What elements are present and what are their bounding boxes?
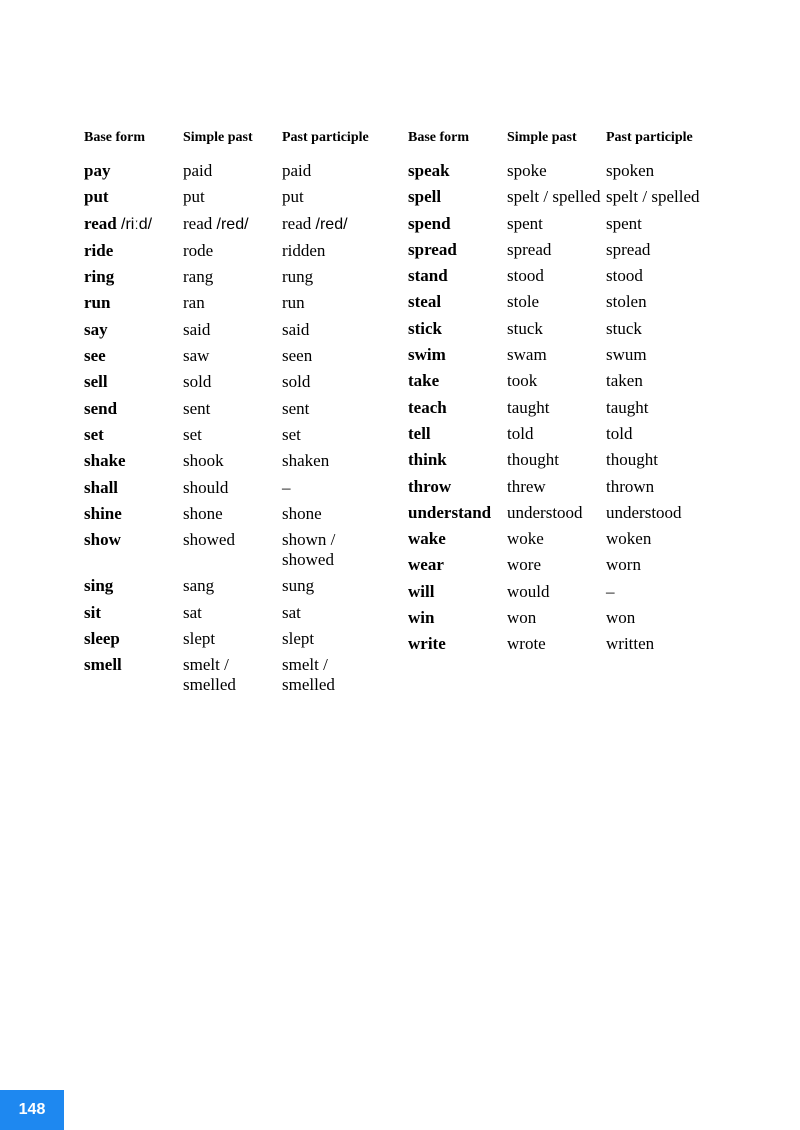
verb-base-form [408,161,507,181]
verb-simple-past-text: sent [183,398,211,418]
verb-base-form-text: sing [84,576,114,596]
verb-simple-past [507,292,606,312]
verb-base-form-text: ride [84,240,114,260]
verb-row [408,582,706,602]
verb-base-form-text: read [84,213,117,233]
verb-simple-past-text: sat [183,602,202,622]
verb-simple-past [507,608,606,628]
verb-base-form-text: think [408,450,447,470]
verb-simple-past [507,477,606,497]
header-past-participle: Past participle [282,130,369,145]
verb-base-form-text: shake [84,451,126,471]
verb-simple-past [507,371,606,391]
verb-simple-past [183,372,282,392]
verb-base-form [84,655,183,695]
right-table-header [408,128,706,147]
verb-row [84,603,382,623]
verb-simple-past-text: rang [183,267,214,287]
verb-base-form [408,345,507,365]
verb-past-participle-text: stuck [606,318,642,338]
verb-base-form [408,477,507,497]
verb-row [84,530,382,570]
verb-past-participle [282,629,382,649]
verb-past-participle-text: told [606,423,633,443]
verb-base-form [84,214,183,235]
verb-simple-past [183,267,282,287]
verb-row [408,424,706,444]
verb-past-participle-text: thought [606,450,658,470]
verb-simple-past [183,293,282,313]
verb-row [408,634,706,654]
verb-simple-past [183,629,282,649]
verb-row [408,477,706,497]
verb-base-form-text: shall [84,477,119,497]
verb-base-form [408,608,507,628]
verb-base-form [408,582,507,602]
right-table-body [408,161,706,654]
verb-base-form-text: smell [84,655,122,675]
verb-simple-past [507,634,606,654]
verb-past-participle-text: swum [606,345,647,365]
verb-simple-past-text: told [507,423,534,443]
verb-base-form-text: teach [408,397,447,417]
verb-simple-past [183,576,282,596]
verb-past-participle-text: put [282,187,304,207]
verb-base-form [84,161,183,181]
verb-base-form-text: stick [408,318,442,338]
header-simple-past: Simple past [507,130,577,145]
verb-row [84,214,382,235]
verb-past-participle [282,346,382,366]
verb-past-participle [606,503,706,523]
verb-base-form [84,629,183,649]
verb-base-form-text: shine [84,503,122,523]
verb-simple-past [183,451,282,471]
verb-base-form [408,214,507,234]
verb-past-participle [282,478,382,498]
verb-simple-past-text: slept [183,629,216,649]
verb-base-form-text: will [408,581,435,601]
verb-row [84,504,382,524]
verb-past-participle [606,529,706,549]
verb-simple-past [183,478,282,498]
verb-base-form [408,503,507,523]
verb-past-participle [282,576,382,596]
verb-past-participle [282,530,382,570]
verb-simple-past [507,555,606,575]
verb-simple-past [183,214,282,235]
pronunciation: /red/ [216,215,249,233]
verb-base-form [84,293,183,313]
verb-row [408,292,706,312]
verb-past-participle [606,555,706,575]
verb-base-form [84,346,183,366]
verb-simple-past [183,161,282,181]
verb-row [408,371,706,391]
verb-past-participle-text: slept [282,629,315,649]
verb-base-form [84,576,183,596]
verb-past-participle [282,603,382,623]
verb-simple-past-text: said [183,319,211,339]
verb-simple-past-text: thought [507,450,559,470]
page-number: 148 [18,1101,46,1118]
verb-simple-past-text: swam [507,345,547,365]
page-number-tab [0,1090,64,1130]
verb-past-participle [606,477,706,497]
verb-base-form [84,530,183,570]
verb-past-participle-text: spread [606,239,651,259]
verb-row [408,608,706,628]
verb-past-participle [606,319,706,339]
verb-base-form-text: take [408,371,440,391]
verb-simple-past [507,187,606,207]
verb-simple-past-text: stuck [507,318,543,338]
verb-simple-past [183,346,282,366]
verb-simple-past-text: should [183,477,229,497]
verb-simple-past-text: put [183,187,205,207]
verb-past-participle [606,214,706,234]
verb-past-participle-text: spelt / spelled [606,187,700,207]
verb-base-form-text: say [84,319,108,339]
verb-base-form [408,187,507,207]
verb-past-participle-text: shone [282,503,322,523]
verb-past-participle [606,424,706,444]
verb-base-form-text: send [84,398,118,418]
verb-simple-past-text: spelt / spelled [507,187,601,207]
verb-past-participle-text: shown / showed [282,530,336,570]
verb-row [84,372,382,392]
verb-past-participle [606,398,706,418]
verb-past-participle-text: shaken [282,451,330,471]
verb-base-form [84,451,183,471]
verb-base-form [84,267,183,287]
verb-past-participle [606,187,706,207]
pronunciation: /red/ [315,215,348,233]
verb-base-form [408,529,507,549]
verb-base-form [408,634,507,654]
verb-base-form [408,450,507,470]
verb-past-participle [606,371,706,391]
verb-base-form-text: put [84,187,109,207]
verb-simple-past [507,450,606,470]
verb-base-form-text: swim [408,345,446,365]
verb-simple-past-text: showed [183,530,235,550]
verb-past-participle [606,582,706,602]
verb-simple-past [507,319,606,339]
verb-row [408,529,706,549]
right-verb-table [408,128,706,661]
verb-base-form-text: sleep [84,629,120,649]
verb-simple-past-text: threw [507,476,546,496]
verb-base-form-text: pay [84,161,111,180]
verb-simple-past-text: shook [183,451,224,471]
verb-past-participle-text: read [282,213,312,233]
verb-base-form [84,320,183,340]
verb-row [408,345,706,365]
verb-row [84,293,382,313]
verb-past-participle [606,345,706,365]
verb-past-participle-text: written [606,634,655,654]
verb-base-form-text: stand [408,266,448,286]
verb-simple-past-text: set [183,424,202,444]
verb-simple-past [507,161,606,181]
verb-simple-past-text: stood [507,266,544,286]
verb-base-form-text: sit [84,602,101,622]
verb-base-form-text: wear [408,555,444,575]
verb-simple-past [183,320,282,340]
verb-base-form [408,292,507,312]
header-base-form: Base form [408,130,470,145]
verb-simple-past-text: spoke [507,161,547,180]
verb-past-participle [282,214,382,235]
verb-base-form [84,399,183,419]
verb-past-participle-text: sent [282,398,310,418]
verb-past-participle [282,187,382,207]
verb-simple-past [507,240,606,260]
verb-past-participle [282,267,382,287]
verb-base-form-text: wake [408,529,446,549]
verb-past-participle [282,293,382,313]
verb-simple-past [507,529,606,549]
verb-past-participle [606,634,706,654]
verb-row [408,161,706,181]
verb-past-participle-text: smelt / smelled [282,655,335,695]
verb-base-form-text: understand [408,502,492,522]
verb-row [84,629,382,649]
verb-past-participle-text: ridden [282,240,326,260]
verb-row [84,346,382,366]
verb-past-participle-text: worn [606,555,641,575]
verb-past-participle-text: seen [282,346,313,366]
verb-simple-past [183,241,282,261]
verb-base-form-text: win [408,608,435,628]
verb-simple-past [507,214,606,234]
verb-simple-past [507,503,606,523]
left-table-body [84,161,382,695]
verb-past-participle [606,240,706,260]
verb-past-participle-text: – [282,477,291,497]
verb-past-participle-text: thrown [606,476,655,496]
verb-past-participle [606,292,706,312]
verb-base-form [408,555,507,575]
verb-past-participle [282,504,382,524]
verb-base-form-text: spread [408,239,457,259]
verb-base-form-text: steal [408,292,442,312]
verb-base-form-text: speak [408,161,450,180]
verb-simple-past [183,530,282,570]
verb-base-form-text: ring [84,267,115,287]
verb-base-form [84,187,183,207]
verb-simple-past-text: woke [507,529,544,549]
verb-past-participle [282,655,382,695]
verb-past-participle-text: said [282,319,310,339]
verb-past-participle-text: set [282,424,301,444]
verb-base-form [84,478,183,498]
left-table-header [84,128,382,147]
verb-base-form-text: throw [408,476,452,496]
verb-past-participle [282,399,382,419]
verb-simple-past [183,425,282,445]
verb-row [84,655,382,695]
verb-simple-past-text: took [507,371,538,391]
verb-past-participle-text: paid [282,161,312,180]
verb-simple-past-text: sang [183,576,215,596]
verb-past-participle-text: rung [282,267,314,287]
verb-past-participle [606,266,706,286]
verb-past-participle-text: sung [282,576,315,596]
verb-row [408,555,706,575]
verb-past-participle-text: stolen [606,292,647,312]
verb-base-form [408,240,507,260]
header-past-participle: Past participle [606,130,693,145]
verb-row [408,240,706,260]
verb-row [408,187,706,207]
verb-simple-past-text: rode [183,240,214,260]
verb-base-form [408,398,507,418]
verb-simple-past-text: stole [507,292,540,312]
verb-simple-past-text: spread [507,239,552,259]
verb-row [408,266,706,286]
header-simple-past: Simple past [183,130,253,145]
verb-row [84,161,382,181]
verb-simple-past-text: would [507,581,550,601]
verb-base-form-text: spend [408,213,451,233]
verb-simple-past [183,603,282,623]
verb-base-form-text: run [84,293,111,313]
verb-row [84,425,382,445]
verb-simple-past-text: ran [183,293,205,313]
verb-past-participle-text: spent [606,213,642,233]
verb-row [84,478,382,498]
verb-simple-past-text: wrote [507,634,546,654]
verb-simple-past-text: sold [183,372,212,392]
verb-simple-past-text: saw [183,346,210,366]
verb-row [408,450,706,470]
verb-base-form [408,266,507,286]
verb-past-participle-text: understood [606,502,682,522]
verb-row [408,398,706,418]
verb-simple-past [507,424,606,444]
verb-base-form-text: spell [408,187,442,207]
verb-row [408,319,706,339]
verb-simple-past-text: smelt / smelled [183,655,236,695]
verb-row [84,267,382,287]
verb-past-participle-text: spoken [606,161,655,180]
verb-base-form-text: set [84,424,104,444]
verb-simple-past [183,187,282,207]
verb-past-participle-text: woken [606,529,652,549]
verb-row [84,399,382,419]
verb-past-participle [282,320,382,340]
verb-past-participle-text: won [606,608,636,628]
verb-past-participle [606,450,706,470]
verb-past-participle-text: run [282,293,305,313]
verb-simple-past [183,399,282,419]
header-base-form: Base form [84,130,146,145]
verb-base-form-text: show [84,530,121,550]
verb-simple-past-text: spent [507,213,543,233]
verb-base-form [84,372,183,392]
verb-past-participle [606,608,706,628]
verb-row [84,320,382,340]
left-verb-table [84,128,382,702]
verb-base-form [408,371,507,391]
verb-row [84,187,382,207]
verb-past-participle [282,372,382,392]
verb-simple-past [507,266,606,286]
verb-simple-past-text: understood [507,502,583,522]
verb-base-form [84,504,183,524]
verb-row [408,214,706,234]
verb-past-participle [606,161,706,181]
verb-simple-past-text: taught [507,397,550,417]
verb-past-participle [282,425,382,445]
verb-base-form-text: write [408,634,446,654]
verb-base-form [408,424,507,444]
verb-simple-past [183,655,282,695]
pronunciation: /riːd/ [121,215,153,233]
verb-simple-past-text: wore [507,555,541,575]
verb-row [84,576,382,596]
verb-base-form [84,425,183,445]
verb-simple-past [507,345,606,365]
verb-past-participle-text: stood [606,266,643,286]
verb-base-form-text: see [84,346,106,366]
verb-row [84,451,382,471]
verb-past-participle-text: sold [282,372,311,392]
verb-past-participle-text: taken [606,371,643,391]
verb-past-participle-text: – [606,581,615,601]
verb-base-form-text: tell [408,423,431,443]
verb-simple-past-text: shone [183,503,223,523]
verb-row [84,241,382,261]
verb-past-participle-text: sat [282,602,301,622]
verb-simple-past [507,582,606,602]
verb-past-participle-text: taught [606,397,649,417]
verb-simple-past [183,504,282,524]
verb-base-form [84,603,183,623]
verb-base-form-text: sell [84,372,108,392]
verb-simple-past-text: paid [183,161,213,180]
verb-row [408,503,706,523]
verb-past-participle [282,451,382,471]
verb-base-form [84,241,183,261]
verb-past-participle [282,241,382,261]
verb-past-participle [282,161,382,181]
verb-simple-past-text: read [183,213,213,233]
verb-simple-past-text: won [507,608,537,628]
verb-simple-past [507,398,606,418]
verb-base-form [408,319,507,339]
